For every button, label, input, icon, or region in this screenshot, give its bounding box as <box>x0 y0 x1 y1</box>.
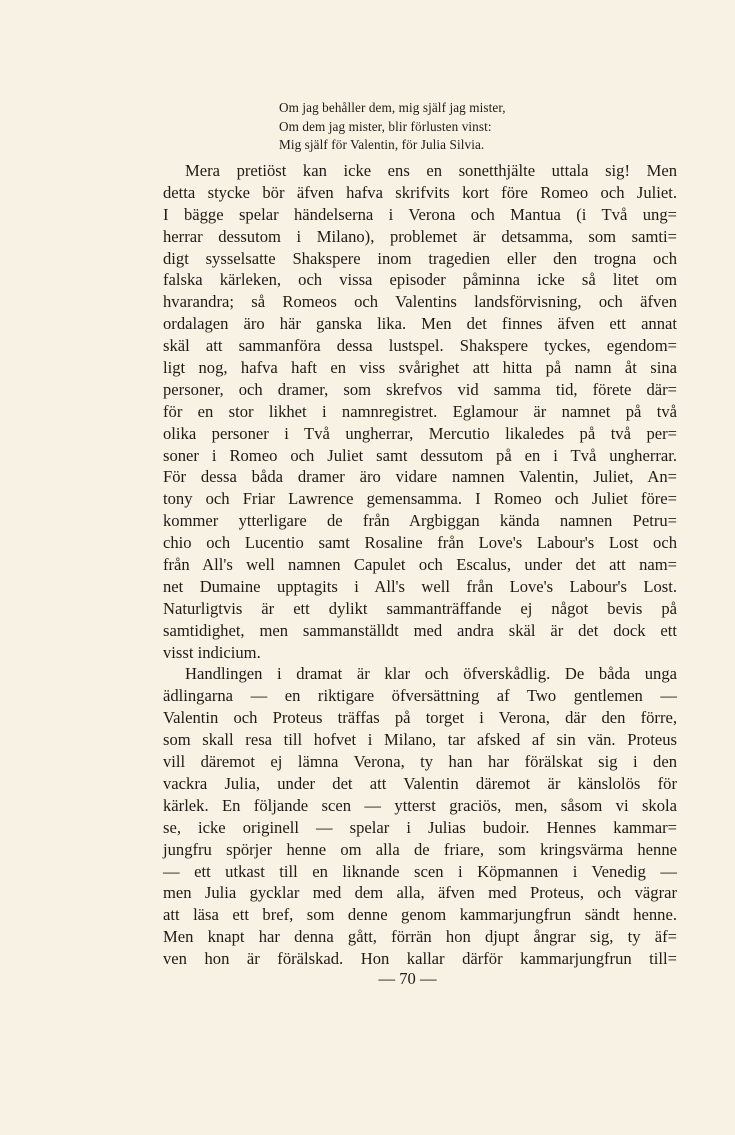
paragraph-2 <box>163 663 677 969</box>
text-line: Men knapt har denna gått, förrän hon djupt ångrar sig, ty äf= <box>163 927 677 947</box>
text-line: ordalagen äro här ganska lika. Men det finnes äfven ett annat <box>163 314 677 334</box>
text-line: vackra Julia, under det att Valentin däremot är känslolös för <box>163 773 677 793</box>
verse-line: Om dem jag mister, blir förlusten vinst: <box>279 118 492 134</box>
text-line: ven hon är förälskad. Hon kallar därför kammarjungfrun till= <box>163 949 677 969</box>
text-line: olika personer i Två ungherrar, Mercutio likaledes på två per= <box>163 423 677 443</box>
text-line: jungfru spörjer henne om alla de friare, som kringsvärma henne <box>163 839 677 859</box>
verse-line: Om jag behåller dem, mig själf jag mister, <box>279 100 506 115</box>
text-line: samtidighet, men sammanställdt med andra skäl är det dock ett <box>163 620 677 640</box>
text-line: detta stycke bör äfven hafva skrifvits kort före Romeo och Juliet. <box>163 182 677 202</box>
text-line: som skall resa till hofvet i Milano, tar afsked af sin vän. Proteus <box>163 730 677 750</box>
text-line: ädlingarna — en riktigare öfversättning af Two gentlemen — <box>163 686 677 706</box>
text-line: men Julia gycklar med dem alla, äfven med Proteus, och vägrar <box>163 883 677 903</box>
text-line: I bägge spelar händelserna i Verona och Mantua (i Två ung= <box>163 204 677 224</box>
page-number: — 70 — <box>378 969 437 988</box>
text-line: digt sysselsatte Shakspere inom tragedien eller den trogna och <box>163 248 677 268</box>
text-line: vill däremot ej lämna Verona, ty han har förälskat sig i den <box>163 752 677 772</box>
text-line: ligt nog, hafva haft en viss svårighet att hitta på namn åt sina <box>163 358 677 378</box>
text-line: se, icke originell — spelar i Julias budoir. Hennes kammar= <box>163 817 677 837</box>
body-text <box>163 160 677 970</box>
text-line: Valentin och Proteus träffas på torget i Verona, där den förre, <box>163 708 677 728</box>
text-line: Handlingen i dramat är klar och öfverskådlig. De båda unga <box>185 664 677 684</box>
text-line: hvarandra; så Romeos och Valentins landsförvisning, och äfven <box>163 292 677 312</box>
text-line: kommer ytterligare de från Argbiggan kända namnen Petru= <box>163 511 677 531</box>
verse-line: Mig själf för Valentin, för Julia Silvia. <box>279 137 485 152</box>
text-line: chio och Lucentio samt Rosaline från Love's Labour's Lost och <box>163 533 677 553</box>
text-line: herrar dessutom i Milano), problemet är detsamma, som samti= <box>163 226 677 246</box>
text-line: för en stor likhet i namnregistret. Eglamour är namnet på två <box>163 401 677 421</box>
text-line: — ett utkast till en liknande scen i Köpmannen i Venedig — <box>163 861 677 881</box>
text-line: från All's well namnen Capulet och Escalus, under det att nam= <box>163 555 677 575</box>
text-line: kärlek. En följande scen — ytterst graciös, men, såsom vi skola <box>163 795 677 815</box>
text-line: falska kärleken, och vissa episoder påminna icke så litet om <box>163 270 677 290</box>
text-line: net Dumaine upptagits i All's well från Love's Labour's Lost. <box>163 576 677 596</box>
paragraph-1 <box>163 160 677 663</box>
text-line: Naturligtvis är ett dylikt sammanträffande ej något bevis på <box>163 598 677 618</box>
text-line: För dessa båda dramer äro vidare namnen Valentin, Juliet, An= <box>163 467 677 487</box>
text-line: att läsa ett bref, som denne genom kammarjungfrun sändt henne. <box>163 905 677 925</box>
text-line: Mera pretiöst kan icke ens en sonetthjälte uttala sig! Men <box>185 161 677 180</box>
text-line: tony och Friar Lawrence gemensamma. I Romeo och Juliet före= <box>163 489 677 509</box>
verse-quote <box>279 99 579 155</box>
text-line: skäl att sammanföra dessa lustspel. Shakspere tyckes, egendom= <box>163 336 677 356</box>
text-line: personer, och dramer, som skrefvos vid samma tid, förete där= <box>163 379 677 399</box>
text-line: visst indicium. <box>163 642 261 662</box>
text-line: soner i Romeo och Juliet samt dessutom på en i Två ungherrar. <box>163 445 677 465</box>
